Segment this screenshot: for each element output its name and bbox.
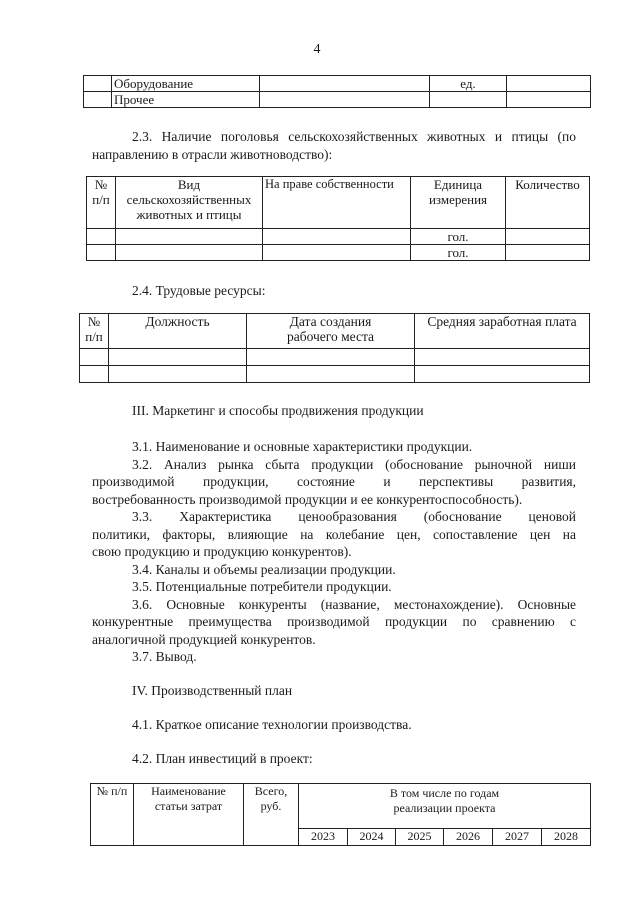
paragraph-4-1: 4.1. Краткое описание технологии производства.: [132, 717, 412, 732]
paragraph-4-2: 4.2. План инвестиций в проект:: [132, 751, 313, 766]
section-4-title: IV. Производственный план: [132, 683, 293, 698]
table-row: [80, 349, 590, 366]
header-ownership: На праве собственности: [263, 177, 411, 229]
header-num: № п/п: [80, 314, 109, 349]
header-cost-item: Наименование статьи затрат: [134, 784, 244, 846]
year-cell: 2027: [493, 829, 542, 846]
header-animal-kind: Вид сельскохозяйственных животных и птицы: [116, 177, 263, 229]
table-header-row: [91, 784, 591, 829]
header-quantity: Количество: [506, 177, 590, 229]
section-2-3-intro: 2.3. Наличие поголовья сельскохозяйственных животных и птицы (по направлению в отрасли животноводство):: [92, 129, 576, 162]
table-row: [87, 245, 590, 261]
paragraph-3-3: 3.3. Характеристика ценообразования (обоснование ценовой: [132, 509, 576, 524]
section-3-title: III. Маркетинг и способы продвижения продукции: [132, 403, 424, 418]
paragraph-3-7: 3.7. Вывод.: [132, 649, 197, 664]
header-years-caption: В том числе по годам реализации проекта: [299, 784, 591, 829]
table-row: [80, 366, 590, 383]
equipment-table: [83, 75, 591, 108]
paragraph-3-2: 3.2. Анализ рынка сбыта продукции (обоснование рыночной ниши: [132, 456, 576, 472]
paragraph-3-6: 3.6. Основные конкуренты (название, местонахождение). Основные: [132, 596, 576, 612]
table-row: [84, 76, 591, 92]
section-2-4-title: 2.4. Трудовые ресурсы:: [132, 283, 266, 298]
year-cell: 2026: [444, 829, 493, 846]
equipment-name-cell: Прочее: [112, 92, 260, 108]
livestock-table: [86, 176, 590, 261]
equipment-unit-cell: ед.: [430, 76, 507, 92]
header-total: Всего, руб.: [244, 784, 299, 846]
year-cell: 2024: [348, 829, 396, 846]
page-number: 4: [313, 42, 321, 57]
labor-table: [79, 313, 590, 383]
table-row: [87, 229, 590, 245]
header-unit: Единица измерения: [411, 177, 506, 229]
paragraph-3-1: 3.1. Наименование и основные характеристики продукции.: [132, 439, 473, 454]
header-num: № п/п: [87, 177, 116, 229]
header-workplace-date: Дата создания рабочего места: [247, 314, 415, 349]
year-cell: 2023: [299, 829, 348, 846]
paragraph-3-5: 3.5. Потенциальные потребители продукции.: [132, 579, 392, 594]
table-header-row: [87, 177, 590, 229]
unit-cell: гол.: [411, 245, 506, 261]
section-3-body: 3.1. Наименование и основные характеристики продукции. 3.2. Анализ рынка сбыта продукции (обоснование рыночной ниши производимой продукции, состояние и перспективы развития, востребованность производимой продукции и ее конкурентоспособность). 3.3. Характеристика ценообразования (обоснование ценовой политики, факторы, влияющие на колебание цен, сопоставление цен на свою продукцию и продукцию конкурентов). 3.4. Каналы и объемы реализации продукции. 3.5. Потенциальные потребители продукции. 3.6. Основные конкуренты (название, местонахождение). Основные конкурентные преимущества производимой продукции по сравнению с аналогичной продукцией конкурентов. 3.7. Вывод.: [92, 439, 576, 664]
year-cell: 2025: [396, 829, 444, 846]
header-average-salary: Средняя заработная плата: [415, 314, 590, 349]
header-num: № п/п: [91, 784, 134, 846]
equipment-unit-cell: [430, 92, 507, 108]
unit-cell: гол.: [411, 229, 506, 245]
header-position: Должность: [109, 314, 247, 349]
year-cell: 2028: [542, 829, 591, 846]
equipment-name-cell: Оборудование: [112, 76, 260, 92]
table-row: [84, 92, 591, 108]
paragraph-3-4: 3.4. Каналы и объемы реализации продукции.: [132, 561, 396, 577]
table-header-row: [80, 314, 590, 349]
investment-plan-table: [90, 783, 591, 846]
